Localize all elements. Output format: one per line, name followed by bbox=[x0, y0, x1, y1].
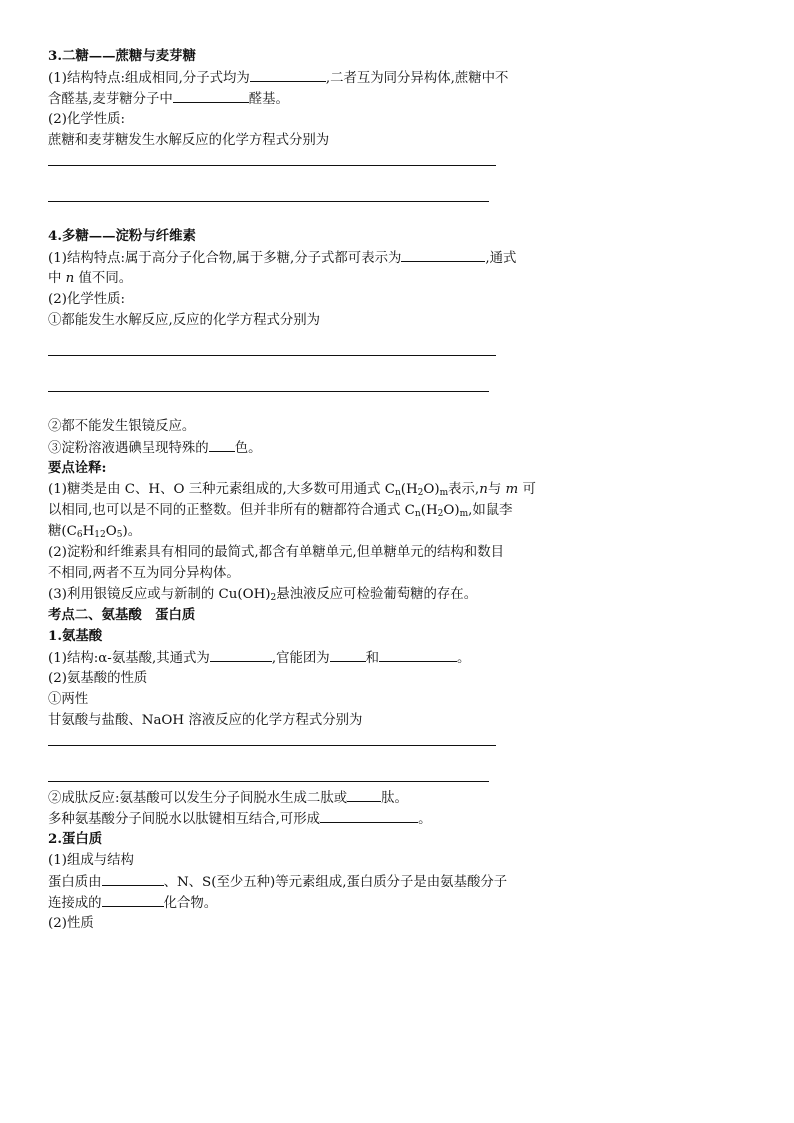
blank-iodine-color[interactable] bbox=[209, 437, 235, 452]
amino-acid-properties: (2)氨基酸的性质 bbox=[48, 671, 148, 686]
s4-structure-line-1: (1)结构特点:属于高分子化合物,属于多糖,分子式都可表示为 ,通式 bbox=[48, 247, 528, 268]
s3-chem-property: (2)化学性质: bbox=[48, 112, 126, 127]
protein-composition-line-1: 蛋白质由 、N、S(至少五种)等元素组成,蛋白质分子是由氨基酸分子 bbox=[48, 871, 528, 892]
s4-chem-property: (2)化学性质: bbox=[48, 292, 126, 307]
note-2-line-2: 不相同,两者不互为同分异构体。 bbox=[48, 566, 240, 581]
protein-heading: 2.蛋白质 bbox=[48, 831, 103, 847]
protein-composition-line-2: 连接成的 化合物。 bbox=[48, 892, 528, 913]
peptide-formation: 多种氨基酸分子间脱水以肽键相互结合,可形成 。 bbox=[48, 808, 528, 829]
note-2-line-1: (2)淀粉和纤维素具有相同的最简式,都含有单糖单元,但单糖单元的结构和数目 bbox=[48, 545, 504, 560]
worksheet-page bbox=[48, 46, 536, 934]
protein-composition-heading: (1)组成与结构 bbox=[48, 853, 134, 868]
note-1-line-3: 糖$(C_6H_{12}O_5)$。 bbox=[48, 524, 142, 540]
blank-polysaccharide-formula[interactable] bbox=[401, 247, 485, 262]
s4-structure-line-2: 中 n 值不同。 bbox=[48, 271, 133, 286]
blank-protein-elements[interactable] bbox=[102, 871, 164, 886]
s3-hydrolysis-prompt: 蔗糖和麦芽糖发生水解反应的化学方程式分别为 bbox=[48, 133, 330, 148]
s4-hydrolysis-prompt: ①都能发生水解反应,反应的化学方程式分别为 bbox=[48, 313, 321, 328]
blank-general-formula[interactable] bbox=[210, 647, 272, 662]
protein-properties-heading: (2)性质 bbox=[48, 916, 94, 931]
section-4-heading: 4.多糖——淀粉与纤维素 bbox=[48, 228, 196, 244]
key-notes-heading: 要点诠释: bbox=[48, 460, 107, 476]
blank-maltose-aldehyde[interactable] bbox=[173, 88, 249, 103]
amino-acid-heading: 1.氨基酸 bbox=[48, 628, 103, 644]
blank-peptide-product[interactable] bbox=[320, 808, 418, 823]
blank-compound-type[interactable] bbox=[102, 892, 164, 907]
amphoteric: ①两性 bbox=[48, 692, 89, 707]
glycine-reaction-prompt: 甘氨酸与盐酸、NaOH 溶液反应的化学方程式分别为 bbox=[48, 713, 363, 728]
note-1-line-2: 以相同,也可以是不同的正整数。但并非所有的糖都符合通式 $C_n(H_2O)_m$,如鼠李 bbox=[48, 503, 513, 519]
blank-molecular-formula[interactable] bbox=[250, 67, 326, 82]
amino-acid-structure: (1)结构:α-氨基酸,其通式为 ,官能团为 和 。 bbox=[48, 647, 528, 668]
s4-silver-mirror: ②都不能发生银镜反应。 bbox=[48, 419, 196, 434]
section-3-heading: 3.二糖——蔗糖与麦芽糖 bbox=[48, 48, 196, 64]
blank-functional-group-1[interactable] bbox=[330, 647, 366, 662]
topic-2-heading: 考点二、氨基酸 蛋白质 bbox=[48, 607, 196, 623]
note-3: (3)利用银镜反应或与新制的 $Cu(OH)_2$悬浊液反应可检验葡萄糖的存在。 bbox=[48, 587, 478, 603]
note-1-line-1: (1)糖类是由 C、H、O 三种元素组成的,大多数可用通式 $C_n(H_2O)_m$表示,n与 m 可 bbox=[48, 482, 536, 498]
blank-peptide-type[interactable] bbox=[347, 787, 381, 802]
s3-structure-line-2: 含醛基,麦芽糖分子中 醛基。 bbox=[48, 88, 528, 109]
blank-functional-group-2[interactable] bbox=[379, 647, 457, 662]
peptide-reaction: ②成肽反应:氨基酸可以发生分子间脱水生成二肽或 肽。 bbox=[48, 787, 528, 808]
s4-iodine-color: ③淀粉溶液遇碘呈现特殊的 色。 bbox=[48, 437, 528, 458]
s3-structure-line-1: (1)结构特点:组成相同,分子式均为 ,二者互为同分异构体,蔗糖中不 bbox=[48, 67, 528, 88]
